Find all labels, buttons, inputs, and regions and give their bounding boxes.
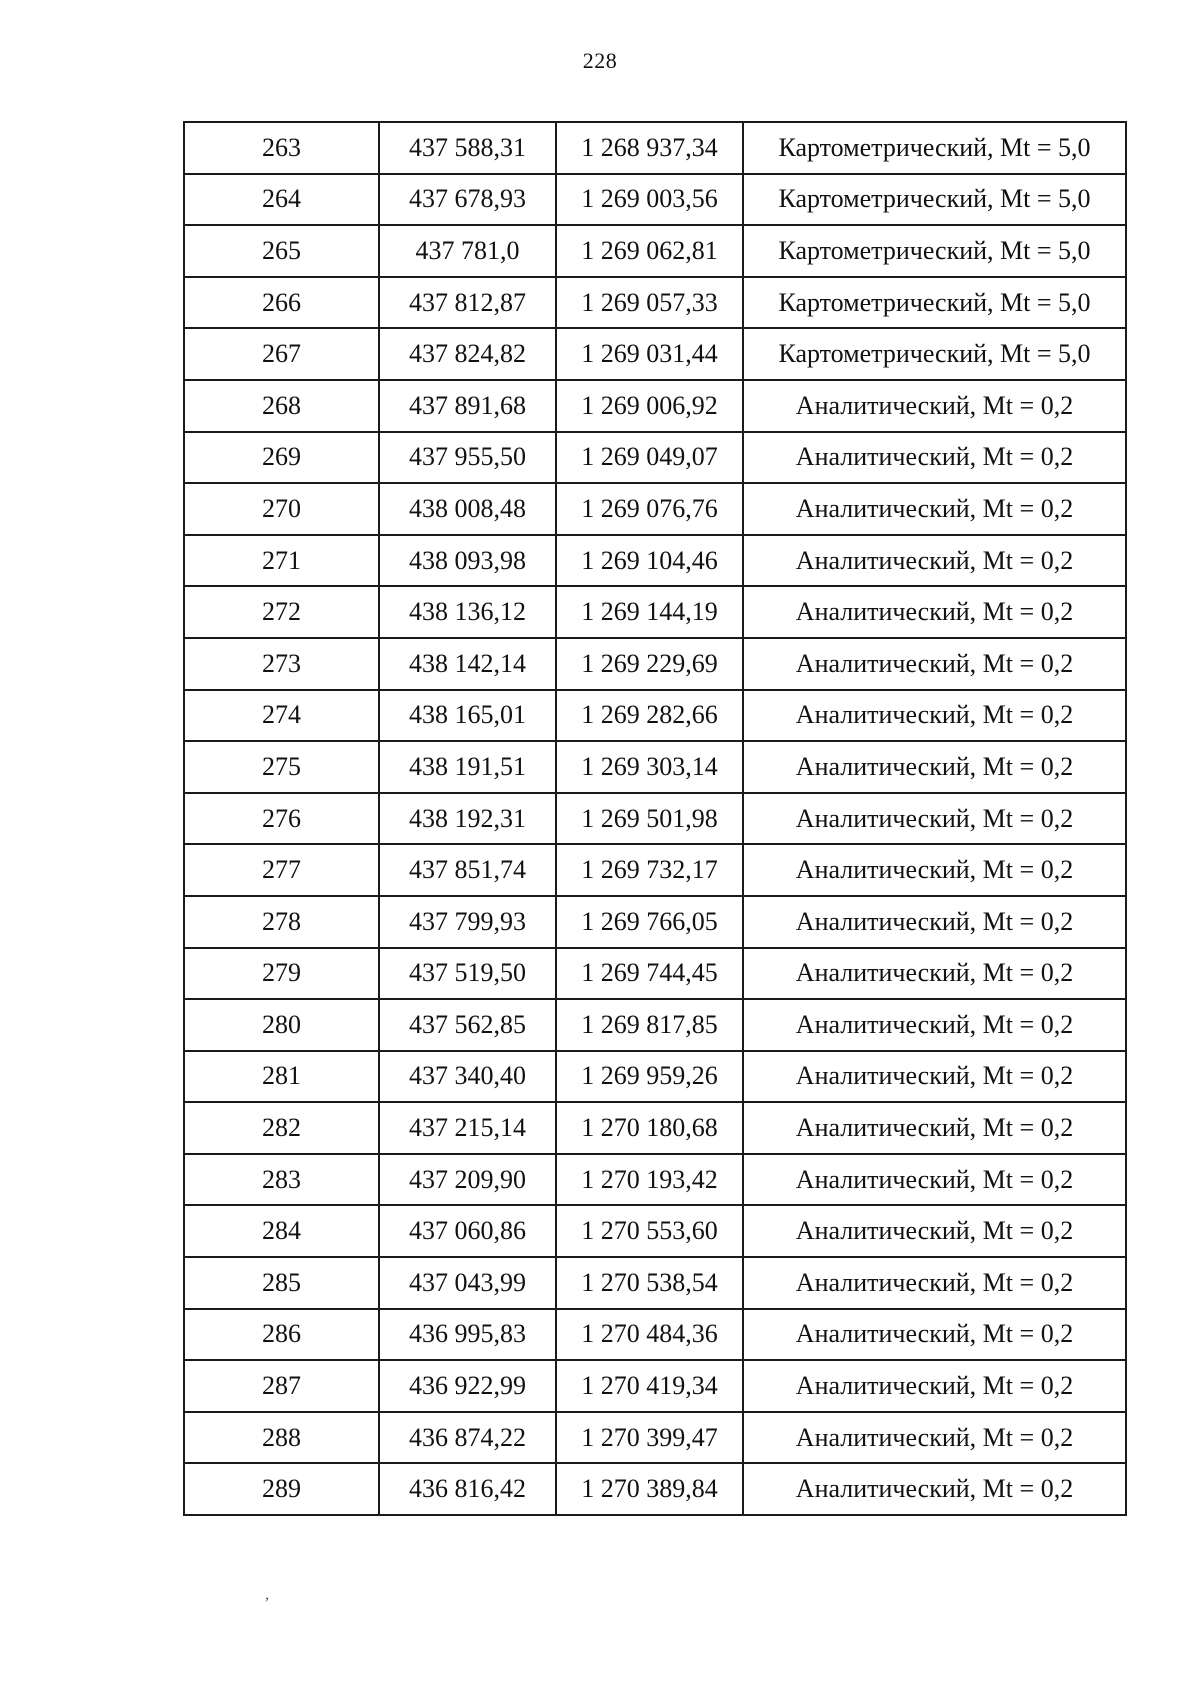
table-row [184, 1257, 1126, 1309]
point-number-cell: 285 [184, 1257, 379, 1309]
y-coordinate-cell: 1 269 104,46 [556, 535, 743, 587]
point-number-cell: 276 [184, 793, 379, 845]
x-coordinate-cell: 437 209,90 [379, 1154, 556, 1206]
point-number-cell: 281 [184, 1051, 379, 1103]
x-coordinate-cell: 437 340,40 [379, 1051, 556, 1103]
point-number-cell: 264 [184, 174, 379, 226]
method-cell: Аналитический, Mt = 0,2 [743, 896, 1126, 948]
y-coordinate-cell: 1 270 419,34 [556, 1360, 743, 1412]
x-coordinate-cell: 437 955,50 [379, 432, 556, 484]
point-number-cell: 266 [184, 277, 379, 329]
y-coordinate-cell: 1 269 003,56 [556, 174, 743, 226]
table-row [184, 638, 1126, 690]
y-coordinate-cell: 1 269 817,85 [556, 999, 743, 1051]
point-number-cell: 288 [184, 1412, 379, 1464]
method-cell: Аналитический, Mt = 0,2 [743, 1102, 1126, 1154]
method-cell: Аналитический, Mt = 0,2 [743, 432, 1126, 484]
table-row [184, 1102, 1126, 1154]
table-row [184, 1412, 1126, 1464]
table-row [184, 1360, 1126, 1412]
x-coordinate-cell: 437 824,82 [379, 328, 556, 380]
x-coordinate-cell: 436 922,99 [379, 1360, 556, 1412]
y-coordinate-cell: 1 269 006,92 [556, 380, 743, 432]
table-row [184, 690, 1126, 742]
point-number-cell: 279 [184, 948, 379, 1000]
y-coordinate-cell: 1 269 062,81 [556, 225, 743, 277]
x-coordinate-cell: 438 192,31 [379, 793, 556, 845]
y-coordinate-cell: 1 270 389,84 [556, 1463, 743, 1515]
method-cell: Картометрический, Mt = 5,0 [743, 328, 1126, 380]
y-coordinate-cell: 1 269 732,17 [556, 844, 743, 896]
method-cell: Аналитический, Mt = 0,2 [743, 793, 1126, 845]
coordinates-table [183, 121, 1127, 1516]
x-coordinate-cell: 436 995,83 [379, 1309, 556, 1361]
table-row [184, 896, 1126, 948]
point-number-cell: 272 [184, 586, 379, 638]
y-coordinate-cell: 1 269 144,19 [556, 586, 743, 638]
x-coordinate-cell: 436 874,22 [379, 1412, 556, 1464]
table-row [184, 999, 1126, 1051]
x-coordinate-cell: 437 588,31 [379, 122, 556, 174]
method-cell: Картометрический, Mt = 5,0 [743, 277, 1126, 329]
x-coordinate-cell: 437 851,74 [379, 844, 556, 896]
y-coordinate-cell: 1 270 484,36 [556, 1309, 743, 1361]
y-coordinate-cell: 1 269 229,69 [556, 638, 743, 690]
method-cell: Картометрический, Mt = 5,0 [743, 174, 1126, 226]
table-row [184, 380, 1126, 432]
point-number-cell: 283 [184, 1154, 379, 1206]
point-number-cell: 277 [184, 844, 379, 896]
method-cell: Аналитический, Mt = 0,2 [743, 1463, 1126, 1515]
x-coordinate-cell: 437 678,93 [379, 174, 556, 226]
x-coordinate-cell: 437 891,68 [379, 380, 556, 432]
table-body [184, 122, 1126, 1515]
y-coordinate-cell: 1 269 303,14 [556, 741, 743, 793]
point-number-cell: 284 [184, 1205, 379, 1257]
method-cell: Аналитический, Mt = 0,2 [743, 483, 1126, 535]
table-row [184, 1154, 1126, 1206]
point-number-cell: 282 [184, 1102, 379, 1154]
y-coordinate-cell: 1 269 766,05 [556, 896, 743, 948]
point-number-cell: 287 [184, 1360, 379, 1412]
point-number-cell: 265 [184, 225, 379, 277]
x-coordinate-cell: 437 799,93 [379, 896, 556, 948]
table-row [184, 1051, 1126, 1103]
point-number-cell: 289 [184, 1463, 379, 1515]
y-coordinate-cell: 1 270 553,60 [556, 1205, 743, 1257]
x-coordinate-cell: 438 142,14 [379, 638, 556, 690]
point-number-cell: 274 [184, 690, 379, 742]
table-row [184, 535, 1126, 587]
x-coordinate-cell: 438 165,01 [379, 690, 556, 742]
x-coordinate-cell: 437 043,99 [379, 1257, 556, 1309]
method-cell: Аналитический, Mt = 0,2 [743, 1205, 1126, 1257]
y-coordinate-cell: 1 269 744,45 [556, 948, 743, 1000]
point-number-cell: 286 [184, 1309, 379, 1361]
point-number-cell: 268 [184, 380, 379, 432]
method-cell: Аналитический, Mt = 0,2 [743, 1051, 1126, 1103]
x-coordinate-cell: 438 093,98 [379, 535, 556, 587]
point-number-cell: 275 [184, 741, 379, 793]
x-coordinate-cell: 436 816,42 [379, 1463, 556, 1515]
x-coordinate-cell: 437 812,87 [379, 277, 556, 329]
table-row [184, 277, 1126, 329]
table-row [184, 432, 1126, 484]
table-row [184, 483, 1126, 535]
y-coordinate-cell: 1 270 180,68 [556, 1102, 743, 1154]
method-cell: Аналитический, Mt = 0,2 [743, 380, 1126, 432]
y-coordinate-cell: 1 269 282,66 [556, 690, 743, 742]
method-cell: Аналитический, Mt = 0,2 [743, 1257, 1126, 1309]
table-row [184, 225, 1126, 277]
point-number-cell: 271 [184, 535, 379, 587]
method-cell: Аналитический, Mt = 0,2 [743, 1412, 1126, 1464]
method-cell: Аналитический, Mt = 0,2 [743, 535, 1126, 587]
method-cell: Картометрический, Mt = 5,0 [743, 122, 1126, 174]
x-coordinate-cell: 438 008,48 [379, 483, 556, 535]
x-coordinate-cell: 437 060,86 [379, 1205, 556, 1257]
point-number-cell: 267 [184, 328, 379, 380]
x-coordinate-cell: 437 519,50 [379, 948, 556, 1000]
point-number-cell: 270 [184, 483, 379, 535]
page-number: 228 [582, 48, 618, 73]
method-cell: Аналитический, Mt = 0,2 [743, 638, 1126, 690]
method-cell: Аналитический, Mt = 0,2 [743, 1360, 1126, 1412]
y-coordinate-cell: 1 268 937,34 [556, 122, 743, 174]
x-coordinate-cell: 438 191,51 [379, 741, 556, 793]
method-cell: Аналитический, Mt = 0,2 [743, 586, 1126, 638]
table-row [184, 122, 1126, 174]
y-coordinate-cell: 1 269 501,98 [556, 793, 743, 845]
method-cell: Аналитический, Mt = 0,2 [743, 741, 1126, 793]
method-cell: Аналитический, Mt = 0,2 [743, 948, 1126, 1000]
table-row [184, 948, 1126, 1000]
y-coordinate-cell: 1 269 076,76 [556, 483, 743, 535]
y-coordinate-cell: 1 270 193,42 [556, 1154, 743, 1206]
x-coordinate-cell: 438 136,12 [379, 586, 556, 638]
point-number-cell: 263 [184, 122, 379, 174]
table-row [184, 174, 1126, 226]
x-coordinate-cell: 437 781,0 [379, 225, 556, 277]
x-coordinate-cell: 437 562,85 [379, 999, 556, 1051]
table-row [184, 741, 1126, 793]
point-number-cell: 269 [184, 432, 379, 484]
method-cell: Аналитический, Mt = 0,2 [743, 690, 1126, 742]
y-coordinate-cell: 1 269 031,44 [556, 328, 743, 380]
table-row [184, 1205, 1126, 1257]
table-row [184, 1463, 1126, 1515]
point-number-cell: 273 [184, 638, 379, 690]
table-row [184, 793, 1126, 845]
method-cell: Аналитический, Mt = 0,2 [743, 1154, 1126, 1206]
method-cell: Картометрический, Mt = 5,0 [743, 225, 1126, 277]
y-coordinate-cell: 1 270 399,47 [556, 1412, 743, 1464]
table-row [184, 328, 1126, 380]
x-coordinate-cell: 437 215,14 [379, 1102, 556, 1154]
scan-speck: , [265, 1586, 269, 1603]
y-coordinate-cell: 1 269 959,26 [556, 1051, 743, 1103]
method-cell: Аналитический, Mt = 0,2 [743, 1309, 1126, 1361]
point-number-cell: 278 [184, 896, 379, 948]
y-coordinate-cell: 1 270 538,54 [556, 1257, 743, 1309]
point-number-cell: 280 [184, 999, 379, 1051]
table-row [184, 586, 1126, 638]
y-coordinate-cell: 1 269 057,33 [556, 277, 743, 329]
table-row [184, 1309, 1126, 1361]
table-row [184, 844, 1126, 896]
method-cell: Аналитический, Mt = 0,2 [743, 999, 1126, 1051]
method-cell: Аналитический, Mt = 0,2 [743, 844, 1126, 896]
y-coordinate-cell: 1 269 049,07 [556, 432, 743, 484]
